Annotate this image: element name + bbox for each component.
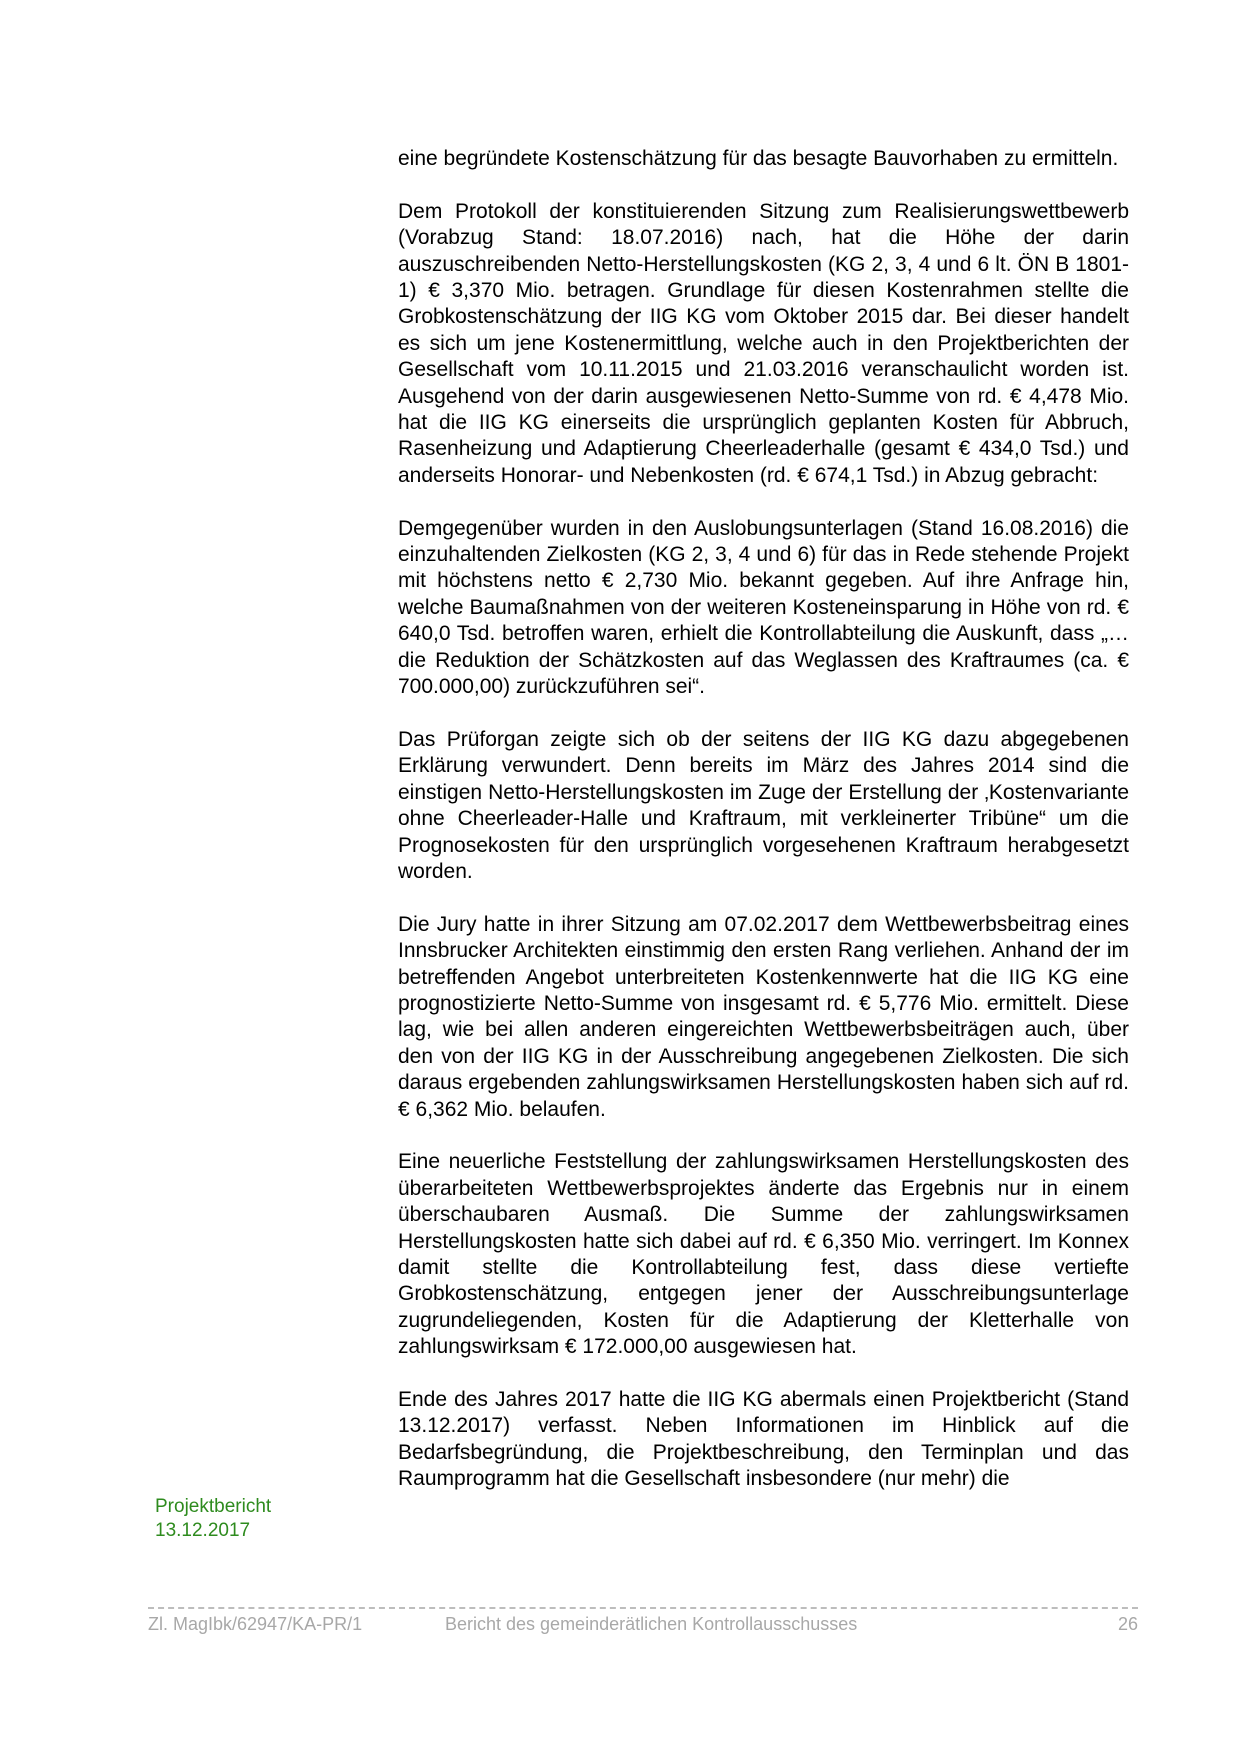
margin-note-title: Projektbericht <box>155 1496 272 1517</box>
paragraph-3: Demgegenüber wurden in den Auslobungsunterlagen (Stand 16.08.2016) die einzuhaltenden Zielkosten (KG 2, 3, 4 und 6) für das in Rede stehende Projekt mit höchstens netto € 2,730 Mio. bekannt gegeben. Auf ihre Anfrage hin, welche Baumaßnahmen von der weiteren Kosteneinsparung in Höhe von rd. € 640,0 Tsd. betroffen waren, erhielt die Kontrollabteilung die Auskunft, dass „… die Reduktion der Schätzkosten auf das Weglassen des Kraftraumes (ca. € 700.000,00) zurückzuführen sei“. <box>398 516 1129 699</box>
footer-reference: Zl. MagIbk/62947/KA-PR/1 <box>148 1614 363 1634</box>
body-text <box>398 146 1129 1493</box>
page-number: 26 <box>1117 1614 1138 1634</box>
paragraph-7: Ende des Jahres 2017 hatte die IIG KG abermals einen Projektbericht (Stand 13.12.2017) verfasst. Neben Informationen im Hinblick auf die Bedarfsbegründung, die Projektbeschreibung, den Terminplan und das Raumprogramm hat die Gesellschaft insbesondere (nur mehr) die <box>398 1388 1129 1491</box>
footer-title: Bericht des gemeinderätlichen Kontrollausschusses <box>445 1614 858 1634</box>
paragraph-6: Eine neuerliche Feststellung der zahlungswirksamen Herstellungskosten des überarbeiteten Wettbewerbsprojektes änderte das Ergebnis nur in einem überschaubaren Ausmaß. Die Summe der zahlungswirksamen Herstellungskosten hatte sich dabei auf rd. € 6,350 Mio. verringert. Im Konnex damit stellte die Kontrollabteilung fest, dass diese vertiefte Grobkostenschätzung, entgegen jener der Ausschreibungsunterlage zugrundeliegenden, Kosten für die Adaptierung der Kletterhalle von zahlungswirksam € 172.000,00 ausgewiesen hat. <box>398 1150 1129 1359</box>
footer-divider <box>148 1607 1138 1609</box>
margin-note-date: 13.12.2017 <box>155 1520 251 1541</box>
paragraph-5: Die Jury hatte in ihrer Sitzung am 07.02.2017 dem Wettbewerbsbeitrag eines Innsbrucker Architekten einstimmig den ersten Rang verliehen. Anhand der im betreffenden Angebot unterbreiteten Kostenkennwerte hat die IIG KG eine prognostizierte Netto-Summe von insgesamt rd. € 5,776 Mio. ermittelt. Diese lag, wie bei allen anderen eingereichten Wettbewerbsbeiträgen auch, über den von der IIG KG in der Ausschreibung angegebenen Zielkosten. Die sich daraus ergebenden zahlungswirksamen Herstellungskosten haben sich auf rd. € 6,362 Mio. belaufen. <box>398 912 1129 1121</box>
paragraph-2: Dem Protokoll der konstituierenden Sitzung zum Realisierungswettbewerb (Vorabzug Stand: 18.07.2016) nach, hat die Höhe der darin auszuschreibenden Netto-Herstellungskosten (KG 2, 3, 4 und 6 lt. ÖN B 1801-1) € 3,370 Mio. betragen. Grundlage für diesen Kostenrahmen stellte die Grobkostenschätzung der IIG KG vom Oktober 2015 dar. Bei dieser handelt es sich um jene Kostenermittlung, welche auch in den Projektberichten der Gesellschaft vom 10.11.2015 und 21.03.2016 veranschaulicht worden ist. Ausgehend von der darin ausgewiesenen Netto-Summe von rd. € 4,478 Mio. hat die IIG KG einerseits die ursprünglich geplanten Kosten für Abbruch, Rasenheizung und Adaptierung Cheerleaderhalle (gesamt € 434,0 Tsd.) und anderseits Honorar- und Nebenkosten (rd. € 674,1 Tsd.) in Abzug gebracht: <box>398 199 1129 487</box>
paragraph-4: Das Prüforgan zeigte sich ob der seitens der IIG KG dazu abgegebenen Erklärung verwundert. Denn bereits im März des Jahres 2014 sind die einstigen Netto-Herstellungskosten im Zuge der Erstellung der ‚Kostenvariante ohne Cheerleader-Halle und Kraftraum, mit verkleinerter Tribüne“ um die Prognosekosten für den ursprünglich vorgesehenen Kraftraum herabgesetzt worden. <box>398 727 1129 883</box>
paragraph-1: eine begründete Kostenschätzung für das besagte Bauvorhaben zu ermitteln. <box>398 147 1119 170</box>
margin-note <box>155 1495 355 1543</box>
